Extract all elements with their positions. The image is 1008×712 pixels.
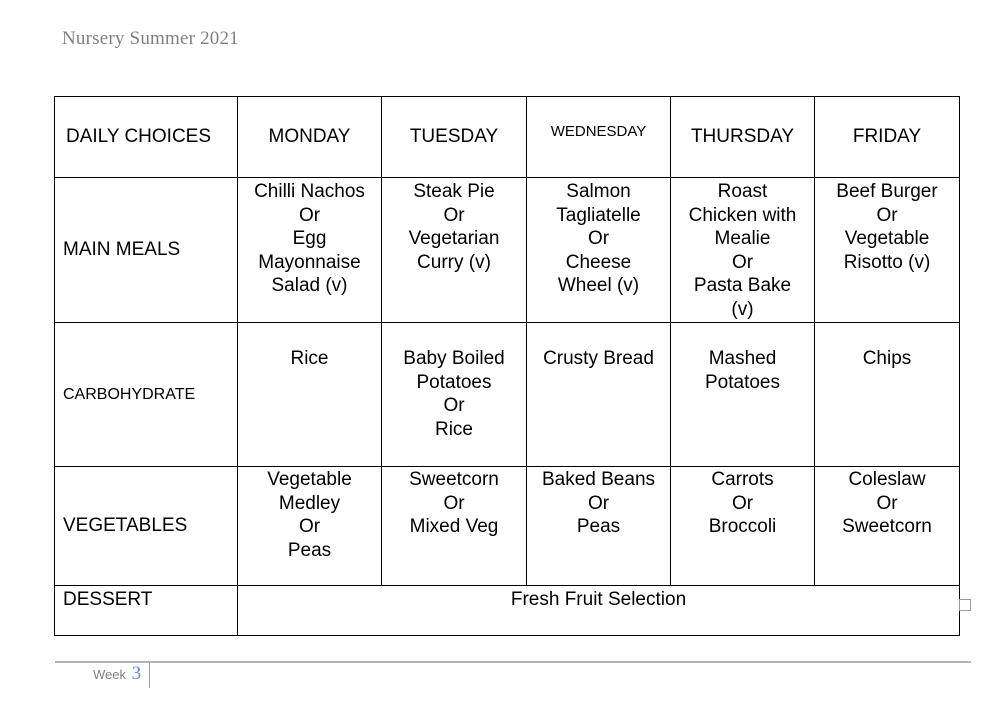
- header-friday: FRIDAY: [815, 97, 960, 178]
- cell-veg-monday: [238, 467, 382, 586]
- cell-line: Peas: [287, 539, 332, 561]
- table-resize-handle[interactable]: [959, 599, 971, 611]
- cell-line: Mashed: [708, 348, 777, 369]
- cell-line: Crusty Bread: [543, 348, 654, 369]
- cell-line: Coleslaw: [848, 469, 926, 490]
- cell-line: Pasta Bake: [693, 275, 792, 297]
- document-title: Nursery Summer 2021: [62, 28, 239, 49]
- cell-carb-monday: [238, 323, 382, 467]
- cell-veg-wednesday: [527, 467, 671, 586]
- cell-line: Or: [731, 251, 754, 273]
- cell-line: Roast: [717, 181, 768, 202]
- cell-line: Or: [587, 492, 610, 514]
- cell-line: Or: [876, 492, 898, 514]
- cell-main-thursday: [671, 178, 815, 323]
- cell-carb-wednesday: [527, 323, 671, 467]
- cell-line: Potatoes: [705, 371, 780, 393]
- cell-line: Mayonnaise: [258, 251, 361, 273]
- cell-line: Baby Boiled: [403, 348, 505, 369]
- cell-main-wednesday: [527, 178, 671, 323]
- cell-line: Or: [731, 492, 754, 514]
- cell-line: Sweetcorn: [842, 516, 932, 538]
- cell-line: Steak Pie: [413, 181, 495, 202]
- cell-line: Mealie: [714, 228, 771, 250]
- table-row-main-meals: [55, 178, 960, 323]
- cell-line: Vegetarian: [408, 228, 500, 250]
- cell-carb-friday: [815, 323, 960, 467]
- cell-carb-tuesday: [382, 323, 527, 467]
- cell-main-tuesday: [382, 178, 527, 323]
- table-row-dessert: [55, 586, 960, 636]
- menu-table: [54, 96, 960, 636]
- header-daily-choices: DAILY CHOICES: [55, 97, 238, 178]
- cell-line: Rice: [290, 348, 329, 369]
- cell-line: Cheese: [565, 251, 632, 273]
- footer: [93, 663, 141, 685]
- cell-line: Vegetable: [844, 228, 930, 250]
- cell-dessert-all-days: Fresh Fruit Selection: [238, 586, 960, 636]
- header-wednesday: WEDNESDAY: [527, 97, 671, 178]
- cell-line: Chicken with: [688, 204, 797, 226]
- cell-line: Risotto (v): [843, 251, 931, 273]
- cell-line: Wheel (v): [557, 275, 640, 297]
- cell-line: Beef Burger: [836, 181, 938, 202]
- cell-line: Salmon: [566, 181, 631, 202]
- cell-line: Chilli Nachos: [254, 181, 365, 202]
- cell-line: Curry (v): [417, 251, 491, 273]
- cell-line: Salad (v): [271, 275, 348, 297]
- page-number: 3: [131, 663, 142, 684]
- footer-rule: [55, 661, 971, 663]
- header-tuesday: TUESDAY: [382, 97, 527, 178]
- cell-line: Tagliatelle: [556, 204, 641, 226]
- cell-line: Or: [443, 492, 465, 514]
- table-row-carbohydrate: [55, 323, 960, 467]
- cell-line: (v): [731, 298, 754, 320]
- cell-line: Sweetcorn: [409, 469, 499, 490]
- cell-line: Peas: [576, 516, 621, 538]
- cell-line: Vegetable: [267, 469, 352, 490]
- cell-line: Medley: [278, 492, 341, 514]
- footer-divider: [149, 663, 150, 688]
- table-row-vegetables: [55, 467, 960, 586]
- header-thursday: THURSDAY: [671, 97, 815, 178]
- cell-line: Baked Beans: [541, 469, 656, 490]
- header-row: [55, 97, 960, 178]
- cell-line: Or: [443, 395, 465, 417]
- cell-line: Or: [587, 228, 610, 250]
- footer-week-label: Week: [93, 667, 126, 682]
- cell-line: Chips: [862, 348, 912, 369]
- header-monday: MONDAY: [238, 97, 382, 178]
- row-label-main-meals: MAIN MEALS: [55, 178, 238, 323]
- cell-veg-friday: [815, 467, 960, 586]
- cell-line: Or: [298, 516, 321, 538]
- cell-line: Or: [443, 204, 465, 226]
- row-label-dessert: DESSERT: [55, 586, 238, 636]
- cell-carb-thursday: [671, 323, 815, 467]
- cell-line: Potatoes: [416, 371, 492, 393]
- cell-veg-thursday: [671, 467, 815, 586]
- cell-main-monday: [238, 178, 382, 323]
- cell-line: Or: [298, 204, 321, 226]
- row-label-carbohydrate: CARBOHYDRATE: [55, 323, 238, 467]
- cell-veg-tuesday: [382, 467, 527, 586]
- cell-line: Egg: [292, 228, 327, 250]
- cell-main-friday: [815, 178, 960, 323]
- cell-line: Or: [876, 204, 898, 226]
- row-label-vegetables: VEGETABLES: [55, 467, 238, 586]
- cell-line: Broccoli: [708, 516, 777, 538]
- cell-line: Rice: [434, 418, 473, 440]
- cell-line: Carrots: [711, 469, 774, 490]
- cell-line: Mixed Veg: [409, 516, 499, 538]
